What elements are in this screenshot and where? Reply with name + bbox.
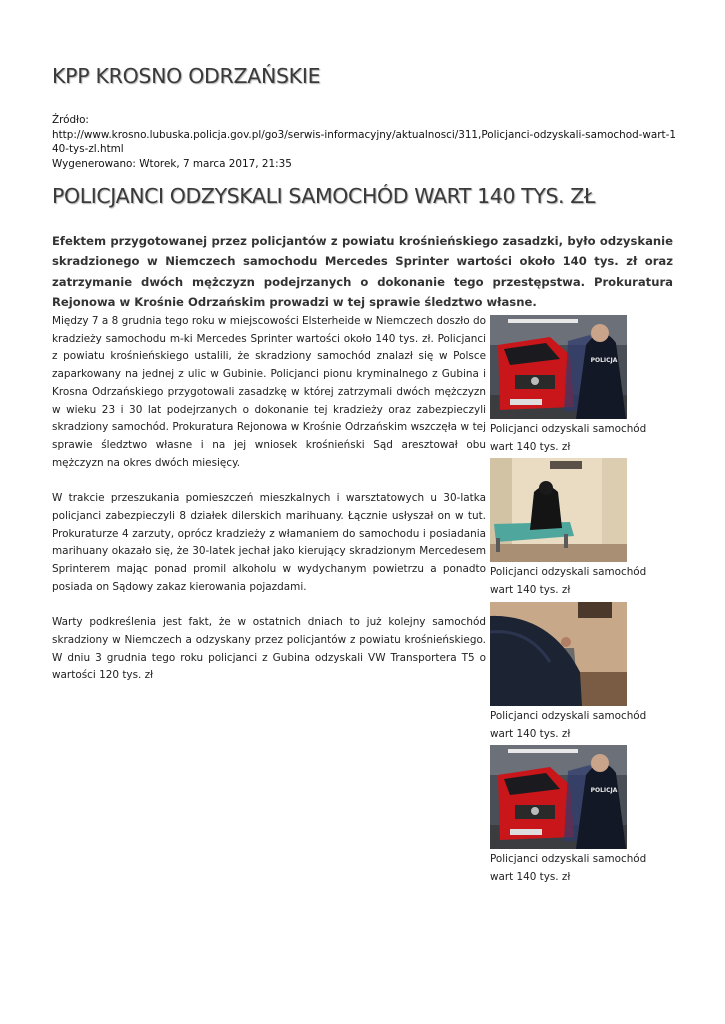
body-paragraph: Warty podkreślenia jest fakt, że w ostatnich dniach to już kolejny samochód skradziony w Niemczech a odzyskany przez policjantów z powiatu krośnieńskiego. W dniu 3 grudnia tego roku policjanci z Gubina odzyskali VW Transportera T5 o wartości 120 tys. zł <box>52 616 486 682</box>
figure <box>490 745 670 886</box>
article-title: POLICJANCI ODZYSKALI SAMOCHÓD WART 140 TYS. ZŁ <box>52 184 596 208</box>
source-url[interactable]: http://www.krosno.lubuska.policja.gov.pl/go3/serwis-informacyjny/aktualnosci/311,Policjanci-odzyskali-samochod-wart-140-tys-zl.html <box>52 128 676 156</box>
photo-gallery <box>490 315 670 889</box>
photo-officer-cell[interactable] <box>490 602 627 706</box>
figure <box>490 602 670 743</box>
site-title: KPP KROSNO ODRZAŃSKIE <box>52 64 321 88</box>
figure <box>490 458 670 599</box>
generated-date: Wygenerowano: Wtorek, 7 marca 2017, 21:35 <box>52 157 292 170</box>
body-paragraph: W trakcie przeszukania pomieszczeń mieszkalnych i warsztatowych u 30-latka policjanci zabezpieczyli 8 działek dilerskich marihuany. Łącznie usłyszał on w tut. Prokuraturze 4 zarzuty, oprócz kradzieży z włamaniem do samochodu i posiadania marihuany okazało się, że 30-latek jechał jako kierujący skradzionym Mercedesem Sprinterem mając ponad promil alkoholu w wydychanym powietrzu a ponadto posiada on Sądowy zakaz kierowania pojazdami. <box>52 492 486 593</box>
figure-caption: Policjanci odzyskali samochód wart 140 tys. zł <box>490 566 647 597</box>
photo-van-police[interactable] <box>490 745 627 849</box>
body-paragraph: Między 7 a 8 grudnia tego roku w miejscowości Elsterheide w Niemczech doszło do kradzieży samochodu m-ki Mercedes Sprinter wartości około 140 tys. zł. Policjanci z powiatu krośnieńskiego ustalili, że skradziony samochód znalazł się w Polsce zaparkowany na jednej z ulic w Gubinie. Policjanci pionu kryminalnego z Gubina i Krosna Odrzańskiego przygotowali zasadzkę w której zatrzymali dwóch mężczyzn w wieku 23 i 30 lat podejrzanych o dokonanie tej kradzieży oraz zabezpieczyli skradziony samochód. Prokuratura Rejonowa w Krośnie Odrzańskim wszczęła w tej sprawie śledztwo własne i na jej wniosek krośnieński Sąd aresztował obu mężczyzn na okres dwóch miesięcy. <box>52 315 486 469</box>
figure-caption: Policjanci odzyskali samochód wart 140 tys. zł <box>490 423 647 453</box>
photo-detention-cell[interactable] <box>490 458 627 562</box>
article-lead: Efektem przygotowanej przez policjantów z powiatu krośnieńskiego zasadzki, było odzyskanie skradzionego w Niemczech samochodu Mercedes Sprinter wartości około 140 tys. zł oraz zatrzymanie dwóch mężczyzn podejrzanych o dokonanie tego przestępstwa. Prokuratura Rejonowa w Krośnie Odrzańskim prowadzi w tej sprawie śledztwo własne. <box>52 234 673 310</box>
source-meta <box>52 113 677 171</box>
photo-police-label: POLICJA <box>590 357 618 364</box>
figure-caption: Policjanci odzyskali samochód wart 140 tys. zł <box>490 709 647 740</box>
photo-van-police[interactable] <box>490 315 627 419</box>
source-label: Źródło: <box>52 114 89 126</box>
figure <box>490 315 670 456</box>
photo-police-label: POLICJA <box>590 787 618 795</box>
figure-caption: Policjanci odzyskali samochód wart 140 tys. zł <box>490 853 647 883</box>
article-body <box>52 313 486 703</box>
